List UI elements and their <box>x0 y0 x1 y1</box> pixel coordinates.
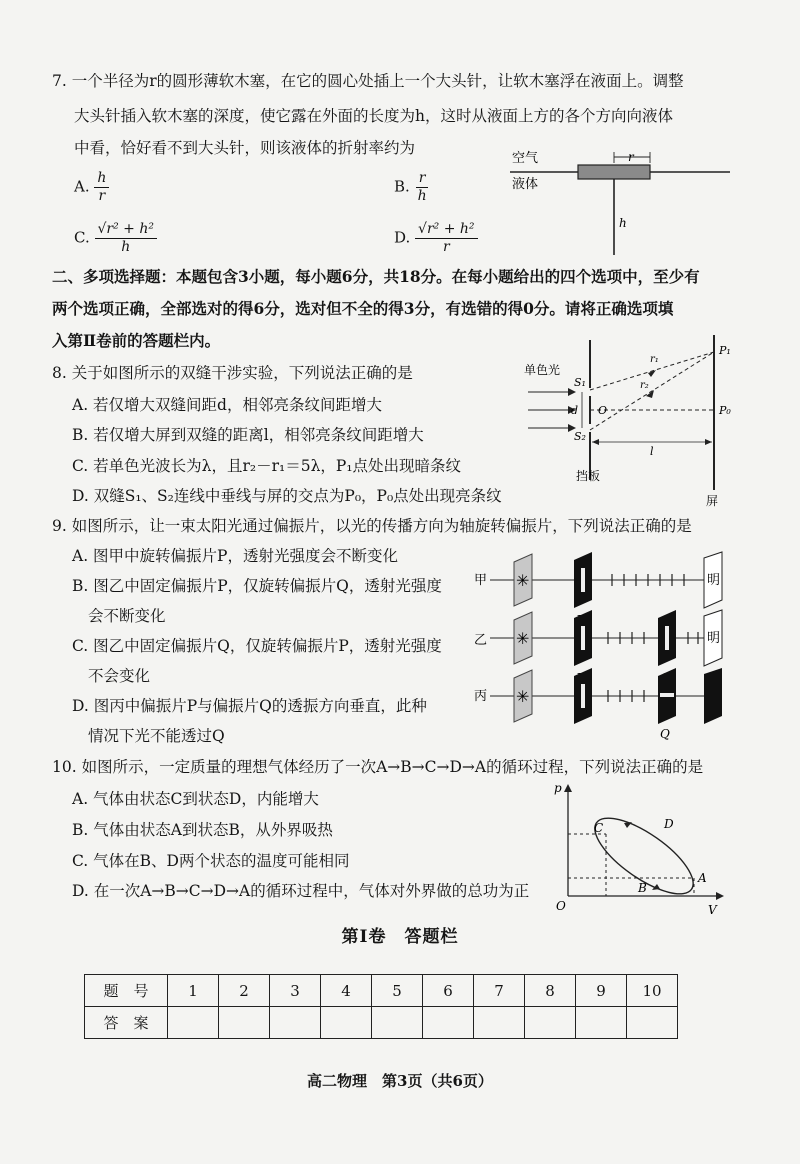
q-number-9: 9 <box>576 975 627 1007</box>
q-number-10: 10 <box>627 975 678 1007</box>
answer-cell-1[interactable] <box>168 1007 219 1039</box>
q7-cork-figure <box>500 145 740 260</box>
q10-stem: 10. 如图所示，一定质量的理想气体经历了一次A→B→C→D→A的循环过程，下列说法正确的是 <box>52 758 704 776</box>
yi-label: 乙 <box>474 633 488 648</box>
s1-label: S₁ <box>574 376 586 389</box>
state-d-label: D <box>664 817 674 831</box>
q10-option-d: D. 在一次A→B→C→D→A的循环过程中，气体对外界做的总功为正 <box>72 882 530 900</box>
answer-bar-title: 第Ⅰ卷 答题栏 <box>341 927 459 947</box>
q8-stem: 8. 关于如图所示的双缝干涉实验，下列说法正确的是 <box>52 364 413 382</box>
p0-label: P₀ <box>719 404 731 417</box>
q7-line1: 7. 一个半径为r的圆形薄软木塞，在它的圆心处插上一个大头针，让软木塞浮在液面上。调整 <box>52 72 684 90</box>
answer-table-number-row <box>85 975 678 1007</box>
answer-cell-9[interactable] <box>576 1007 627 1039</box>
q-number-3: 3 <box>270 975 321 1007</box>
section2-line3: 入第Ⅱ卷前的答题栏内。 <box>52 331 221 350</box>
q-number-1: 1 <box>168 975 219 1007</box>
yi-bright-label: 明 <box>707 631 721 646</box>
state-c-label: C <box>594 821 604 835</box>
q7-line3: 中看，恰好看不到大头针，则该液体的折射率约为 <box>74 139 416 157</box>
p-axis-label: p <box>554 781 562 795</box>
height-label: h <box>619 216 627 230</box>
q-number-5: 5 <box>372 975 423 1007</box>
q10-pv-figure <box>548 778 728 918</box>
q8-option-d: D. 双缝S₁、S₂连线中垂线与屏的交点为P₀，P₀点处出现亮条纹 <box>72 487 502 505</box>
light-label: 单色光 <box>524 363 561 377</box>
liquid-label: 液体 <box>512 177 539 192</box>
q9-option-d-line1: D. 图丙中偏振片P与偏振片Q的透振方向垂直，此种 <box>72 697 427 715</box>
page-footer: 高二物理 第3页（共6页） <box>307 1072 493 1090</box>
p1-label: P₁ <box>719 344 731 357</box>
jia-bright-label: 明 <box>707 573 721 588</box>
q9-option-a: A. 图甲中旋转偏振片P，透射光强度会不断变化 <box>72 547 398 565</box>
radius-label: r <box>628 150 634 164</box>
q-number-4: 4 <box>321 975 372 1007</box>
state-a-label: A <box>698 871 707 885</box>
r1-label: r₁ <box>650 354 659 365</box>
answer-cell-7[interactable] <box>474 1007 525 1039</box>
state-b-label: B <box>638 881 647 895</box>
q10-option-b: B. 气体由状态A到状态B，从外界吸热 <box>72 821 333 839</box>
answer-row-label: 答 案 <box>85 1007 168 1039</box>
q7-line2: 大头针插入软木塞的深度，使它露在外面的长度为h，这时从液面上方的各个方向向液体 <box>74 107 673 125</box>
origin-label: O <box>556 899 566 913</box>
section2-line1: 二、多项选择题：本题包含3小题，每小题6分，共18分。在每小题给出的四个选项中，至少有 <box>52 267 700 286</box>
q9-polarizer-figure <box>472 550 732 740</box>
q9-option-b-line1: B. 图乙中固定偏振片P，仅旋转偏振片Q，透射光强度 <box>72 577 442 595</box>
bing-label: 丙 <box>474 689 488 704</box>
q-number-7: 7 <box>474 975 525 1007</box>
l-label: l <box>650 445 654 458</box>
q-number-2: 2 <box>219 975 270 1007</box>
answer-cell-6[interactable] <box>423 1007 474 1039</box>
q7-option-c: C. $\frac{\text{√r² + h²}}{h}$ <box>74 221 157 256</box>
q10-option-a: A. 气体由状态C到状态D，内能增大 <box>72 790 319 808</box>
answer-cell-5[interactable] <box>372 1007 423 1039</box>
answer-cell-4[interactable] <box>321 1007 372 1039</box>
q-number-6: 6 <box>423 975 474 1007</box>
board-label: 挡板 <box>576 469 601 483</box>
bing-q-label: Q <box>660 727 670 740</box>
q9-option-c-line2: 不会变化 <box>88 667 151 685</box>
v-axis-label: V <box>708 903 717 917</box>
d-label: d <box>571 404 579 417</box>
answer-cell-10[interactable] <box>627 1007 678 1039</box>
q9-option-d-line2: 情况下光不能透过Q <box>88 727 225 745</box>
q8-double-slit-figure <box>520 330 755 510</box>
answer-table-answer-row <box>85 1007 678 1039</box>
q8-option-c: C. 若单色光波长为λ，且r₂－r₁＝5λ，P₁点处出现暗条纹 <box>72 457 462 475</box>
answer-cell-2[interactable] <box>219 1007 270 1039</box>
q9-option-b-line2: 会不断变化 <box>88 607 166 625</box>
q7-option-d: D. $\frac{\text{√r² + h²}}{r}$ <box>394 221 478 256</box>
screen-label: 屏 <box>706 494 719 508</box>
q10-option-c: C. 气体在B、D两个状态的温度可能相同 <box>72 852 350 870</box>
r2-label: r₂ <box>640 380 649 391</box>
answer-cell-8[interactable] <box>525 1007 576 1039</box>
q7-option-a: A. $\frac{h}{r}$ <box>74 170 109 205</box>
number-row-label: 题 号 <box>85 975 168 1007</box>
q7-option-b: B. $\frac{r}{h}$ <box>394 170 427 204</box>
s2-label: S₂ <box>574 430 586 443</box>
q9-option-c-line1: C. 图乙中固定偏振片Q，仅旋转偏振片P，透射光强度 <box>72 637 442 655</box>
answer-table <box>84 974 678 1039</box>
q8-option-a: A. 若仅增大双缝间距d，相邻亮条纹间距增大 <box>72 396 382 414</box>
o-label: O <box>598 404 608 417</box>
svg-text:✳: ✳ <box>516 629 530 648</box>
jia-label: 甲 <box>474 573 488 588</box>
air-label: 空气 <box>512 151 539 166</box>
svg-text:✳: ✳ <box>516 687 530 706</box>
q8-option-b: B. 若仅增大屏到双缝的距离l，相邻亮条纹间距增大 <box>72 426 424 444</box>
q-number-8: 8 <box>525 975 576 1007</box>
svg-text:✳: ✳ <box>516 571 530 590</box>
section2-line2: 两个选项正确，全部选对的得6分，选对但不全的得3分，有选错的得0分。请将正确选项填 <box>52 299 674 318</box>
answer-cell-3[interactable] <box>270 1007 321 1039</box>
q9-stem: 9. 如图所示，让一束太阳光通过偏振片，以光的传播方向为轴旋转偏振片，下列说法正确的是 <box>52 517 692 535</box>
